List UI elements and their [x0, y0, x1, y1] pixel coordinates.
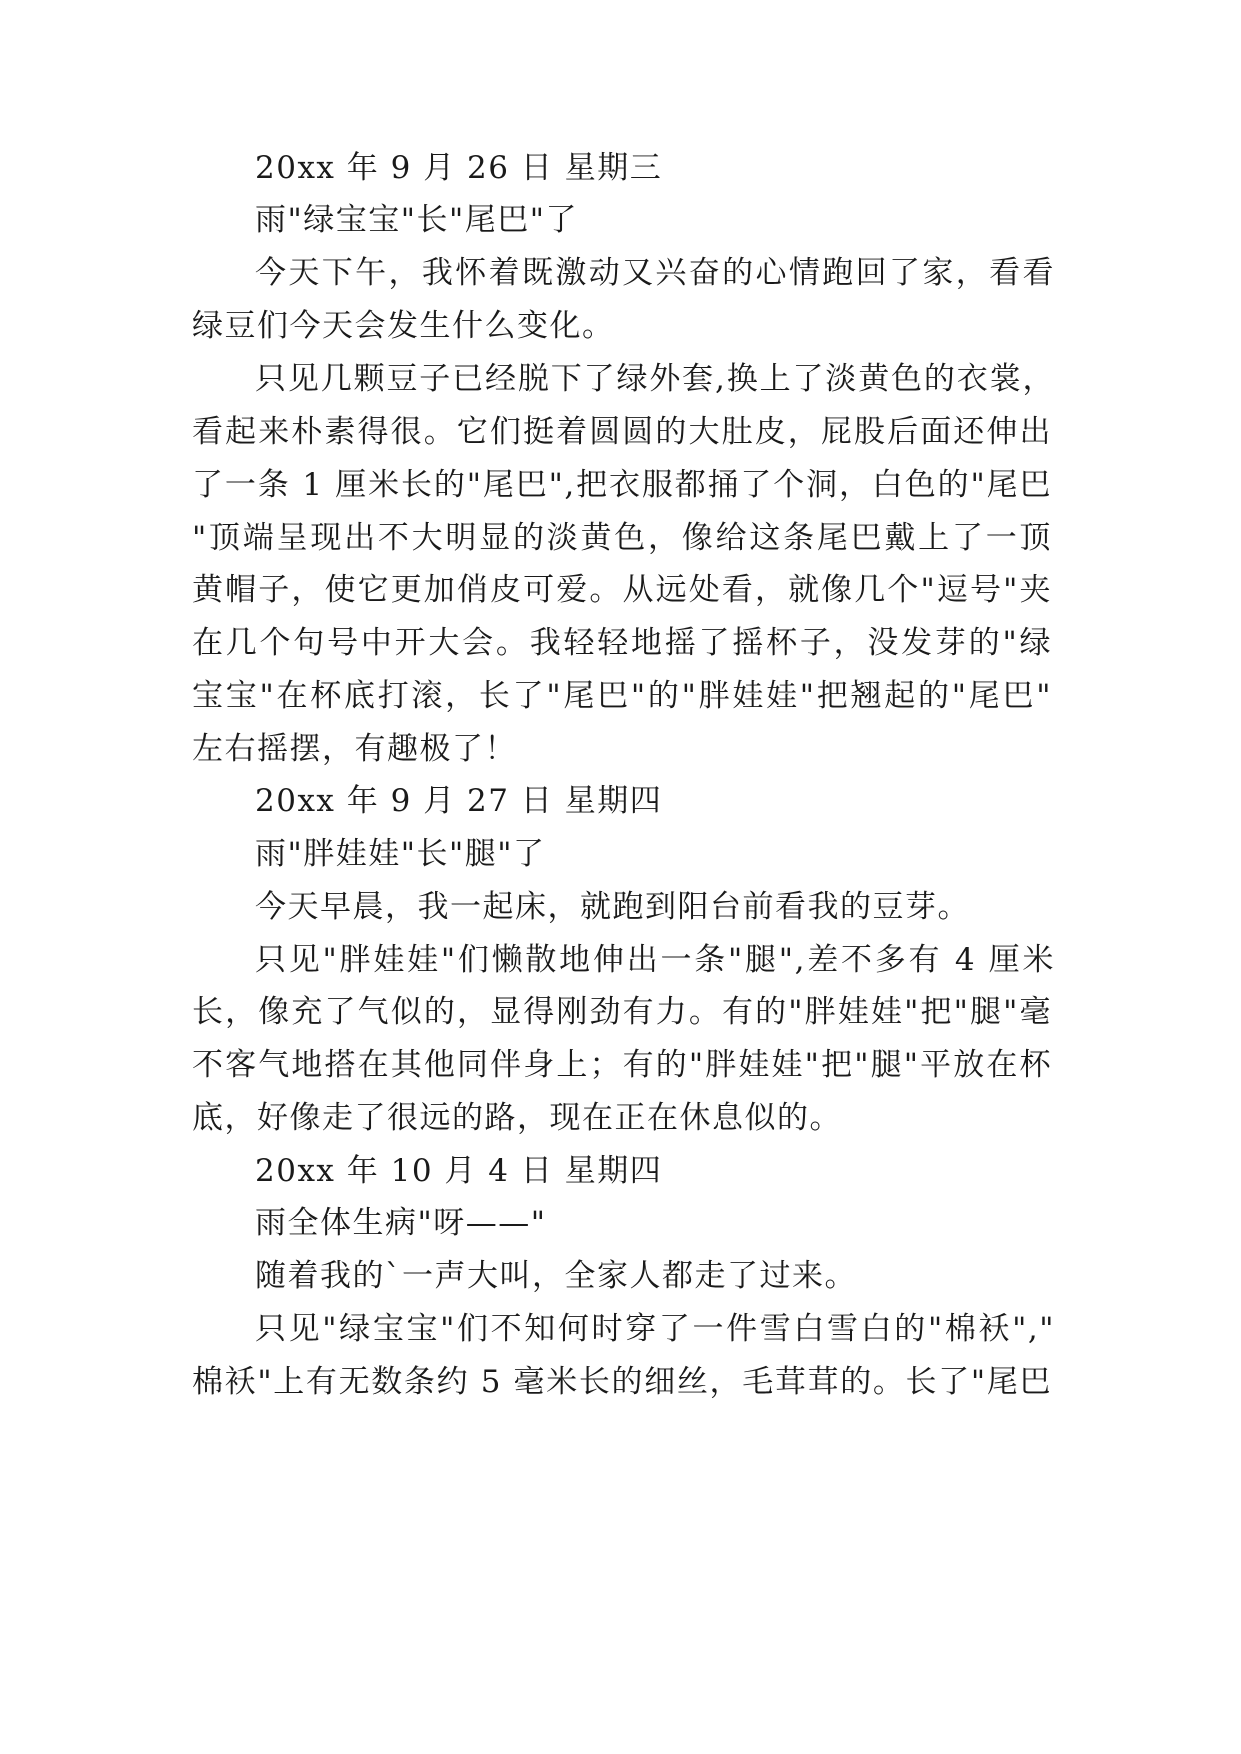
paragraph-line: 不客气地搭在其他同伴身上；有的"胖娃娃"把"腿"平放在杯 [192, 1047, 1052, 1083]
paragraph-line: 底，好像走了很远的路，现在正在休息似的。 [192, 1100, 842, 1136]
paragraph-line: 只见"胖娃娃"们懒散地伸出一条"腿",差不多有 4 厘米 [255, 942, 1055, 978]
paragraph-line: 今天下午，我怀着既激动又兴奋的心情跑回了家，看看 [255, 255, 1055, 291]
diary-date-3: 20xx 年 10 月 4 日 星期四 [255, 1153, 663, 1189]
paragraph-line: 只见几颗豆子已经脱下了绿外套,换上了淡黄色的衣裳， [255, 361, 1055, 397]
paragraph-line: 只见"绿宝宝"们不知何时穿了一件雪白雪白的"棉袄"," [255, 1311, 1055, 1347]
diary-title-3: 雨全体生病"呀——" [255, 1205, 547, 1241]
diary-title-2: 雨"胖娃娃"长"腿"了 [255, 836, 546, 872]
paragraph-line: 今天早晨，我一起床，就跑到阳台前看我的豆芽。 [255, 889, 970, 925]
diary-date-2: 20xx 年 9 月 27 日 星期四 [255, 783, 663, 819]
paragraph-line: 在几个句号中开大会。我轻轻地摇了摇杯子，没发芽的"绿 [192, 625, 1052, 661]
paragraph-line: 了一条 1 厘米长的"尾巴",把衣服都捅了个洞，白色的"尾巴 [192, 467, 1052, 503]
paragraph-line: 左右摇摆，有趣极了！ [192, 731, 517, 767]
paragraph-line: 看起来朴素得很。它们挺着圆圆的大肚皮，屁股后面还伸出 [192, 414, 1052, 450]
paragraph-line: 棉袄"上有无数条约 5 毫米长的细丝，毛茸茸的。长了"尾巴 [192, 1364, 1052, 1400]
paragraph-line: 绿豆们今天会发生什么变化。 [192, 308, 615, 344]
paragraph-line: 宝宝"在杯底打滚，长了"尾巴"的"胖娃娃"把翘起的"尾巴" [192, 678, 1052, 714]
diary-date-1: 20xx 年 9 月 26 日 星期三 [255, 150, 663, 186]
paragraph-line: 随着我的`一声大叫，全家人都走了过来。 [255, 1258, 857, 1294]
paragraph-line: 长，像充了气似的，显得刚劲有力。有的"胖娃娃"把"腿"毫 [192, 994, 1052, 1030]
paragraph-line: 黄帽子，使它更加俏皮可爱。从远处看，就像几个"逗号"夹 [192, 572, 1052, 608]
paragraph-line: "顶端呈现出不大明显的淡黄色，像给这条尾巴戴上了一顶 [192, 520, 1052, 556]
diary-title-1: 雨"绿宝宝"长"尾巴"了 [255, 202, 579, 238]
